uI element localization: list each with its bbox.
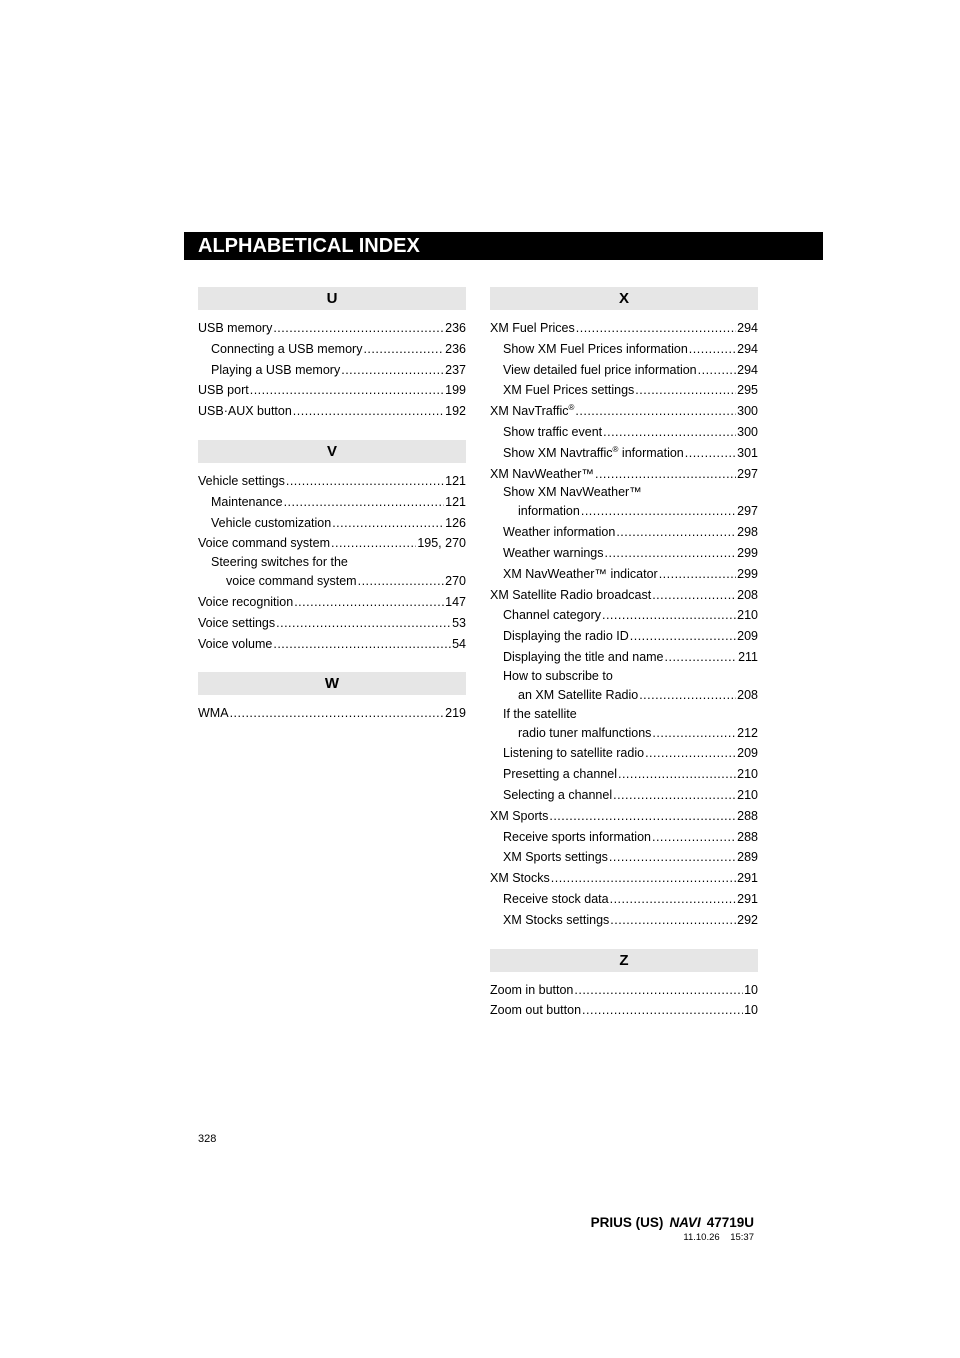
entry-page: 294: [737, 362, 758, 377]
entry-page: 208: [737, 587, 758, 602]
dot-leader: [284, 492, 445, 513]
entry-page: 294: [737, 341, 758, 356]
entry-text: [198, 634, 272, 655]
entry-text-main: XM NavTraffic: [490, 404, 569, 419]
entry-text-main: Vehicle settings: [198, 473, 285, 488]
entry-text: [503, 785, 612, 806]
entry-text-main: View detailed fuel price information: [503, 362, 697, 377]
index-entry: [490, 910, 758, 931]
entry-text-main: XM Fuel Prices settings: [503, 383, 635, 398]
section-letter: X: [490, 287, 758, 310]
entry-text-main: Voice settings: [198, 615, 276, 630]
entry-text: [503, 605, 601, 626]
entry-text: [490, 401, 574, 422]
entry-text: [198, 318, 272, 339]
entry-list: [198, 463, 466, 654]
entry-page: 288: [737, 808, 758, 823]
index-entry: [198, 592, 466, 613]
index-entry: [490, 564, 758, 585]
entry-text: voice command system: [226, 574, 357, 589]
footer-stamp: [591, 1232, 754, 1243]
entry-text: [198, 613, 275, 634]
entry-text-main: Connecting a USB memory: [211, 341, 363, 356]
entry-text: [211, 492, 283, 513]
dot-leader: [358, 571, 445, 592]
entry-text-main: Vehicle customization: [211, 515, 332, 530]
index-entry: [490, 889, 758, 910]
entry-list: [198, 695, 466, 724]
entry-page: 237: [445, 362, 466, 377]
dot-leader: [230, 703, 445, 724]
dot-leader: [685, 443, 736, 464]
entry-text: [490, 585, 651, 606]
entry-page: 208: [737, 687, 758, 702]
entry-text-main: XM Fuel Prices: [490, 321, 575, 335]
index-entry: [198, 380, 466, 401]
dot-leader: [574, 980, 743, 1001]
dot-leader: [630, 626, 736, 647]
dot-leader: [250, 380, 444, 401]
entry-page: 291: [737, 891, 758, 906]
index-entry: [490, 647, 758, 668]
entry-page: 209: [737, 746, 758, 761]
dot-leader: [605, 543, 737, 564]
entry-page: 54: [452, 636, 466, 651]
entry-page: 294: [737, 321, 758, 335]
entry-text: [198, 380, 249, 401]
dot-leader: [549, 806, 736, 827]
entry-page: 297: [737, 466, 758, 481]
index-entry: [198, 634, 466, 655]
dot-leader: [332, 513, 444, 534]
entry-text-after: information: [618, 445, 684, 460]
entry-page: 211: [738, 649, 758, 664]
entry-page: 121: [445, 494, 466, 509]
entry-page: 299: [737, 566, 758, 581]
index-entry: [198, 533, 466, 554]
dot-leader: [603, 422, 736, 443]
entry-page: 210: [737, 767, 758, 782]
entry-text-main: Receive sports information: [503, 829, 651, 844]
index-entry: [198, 613, 466, 634]
doc-code: 47719U: [706, 1215, 754, 1230]
dot-leader: [645, 743, 736, 764]
entry-text-main: Weather warnings: [503, 545, 604, 560]
entry-page: 121: [445, 473, 466, 488]
dot-leader: [665, 647, 738, 668]
entry-text-main: Channel category: [503, 608, 601, 623]
index-entry: [198, 401, 466, 422]
dot-leader: [273, 318, 444, 339]
index-entry: [198, 492, 466, 513]
index-entry: [490, 806, 758, 827]
entry-line-first: If the satellite: [503, 706, 577, 721]
index-entry: [198, 571, 466, 592]
entry-text-main: Show XM Navtraffic: [503, 445, 613, 460]
entry-page: 212: [737, 725, 758, 740]
index-section: [490, 287, 758, 931]
index-section: [198, 672, 466, 724]
section-letter: V: [198, 440, 466, 463]
entry-page: 300: [737, 424, 758, 439]
dot-leader: [652, 723, 736, 744]
index-section: [198, 287, 466, 422]
entry-text: [198, 592, 293, 613]
entry-page: 147: [445, 594, 466, 609]
entry-text-main: Receive stock data: [503, 891, 609, 906]
entry-text: [490, 318, 575, 339]
entry-text-main: Zoom out button: [490, 1003, 582, 1018]
entry-text-main: XM Stocks: [490, 871, 550, 886]
index-entry: [490, 626, 758, 647]
entry-text-main: Weather information: [503, 525, 616, 540]
index-entry: [490, 443, 758, 464]
entry-line-first: Show XM NavWeather™: [503, 485, 642, 500]
entry-line-first: Steering switches for the: [211, 555, 348, 570]
footer-time: 15:37: [730, 1232, 754, 1243]
dot-leader: [652, 585, 736, 606]
entry-text: [503, 360, 697, 381]
dot-leader: [595, 464, 736, 485]
index-entry: [198, 318, 466, 339]
index-title-bar: [184, 232, 823, 260]
dot-leader: [276, 613, 451, 634]
entry-text: [503, 543, 604, 564]
entry-text: [198, 471, 285, 492]
entry-text-main: Displaying the title and name: [503, 649, 664, 664]
section-letter: U: [198, 287, 466, 310]
page-number: 328: [198, 1133, 217, 1145]
entry-page: 53: [452, 615, 466, 630]
index-entry: [490, 318, 758, 339]
entry-text: [503, 443, 684, 464]
entry-text-main: Selecting a channel: [503, 787, 613, 802]
index-entry: [490, 464, 758, 485]
entry-page: 10: [744, 1003, 758, 1018]
entry-text-main: Show XM Fuel Prices information: [503, 341, 688, 356]
entry-page: 210: [737, 787, 758, 802]
entry-text: [503, 564, 658, 585]
dot-leader: [689, 339, 736, 360]
index-entry: [490, 685, 758, 706]
dot-leader: [363, 339, 444, 360]
dot-leader: [639, 685, 736, 706]
entry-page: 270: [445, 574, 466, 589]
right-column: [490, 287, 758, 1021]
entry-text-main: XM Sports: [490, 808, 549, 823]
section-letter: Z: [490, 949, 758, 972]
navi-label: NAVI: [669, 1215, 701, 1230]
entry-page: 291: [737, 871, 758, 886]
index-title: ALPHABETICAL INDEX: [198, 235, 420, 257]
index-entry: [490, 847, 758, 868]
index-entry: [490, 585, 758, 606]
index-entry: [490, 522, 758, 543]
dot-leader: [551, 868, 736, 889]
entry-text: [503, 764, 617, 785]
dot-leader: [294, 592, 444, 613]
entry-text: [211, 339, 362, 360]
entry-text: [503, 743, 644, 764]
dot-leader: [652, 827, 736, 848]
entry-text: an XM Satellite Radio: [518, 687, 639, 702]
registered-mark: ®: [612, 444, 619, 454]
entry-text: [503, 827, 651, 848]
entry-text-main: WMA: [198, 706, 229, 721]
index-entry: [198, 513, 466, 534]
entry-list: [490, 972, 758, 1022]
entry-text: [503, 647, 664, 668]
index-entry: [490, 401, 758, 422]
entry-page: 219: [445, 706, 466, 721]
entry-text-main: USB port: [198, 383, 249, 398]
registered-mark: ®: [568, 403, 575, 413]
dot-leader: [341, 360, 444, 381]
entry-list: [198, 310, 466, 422]
index-entry: [490, 339, 758, 360]
dot-leader: [273, 634, 451, 655]
index-entry: [490, 785, 758, 806]
dot-leader: [581, 501, 736, 522]
model-name: PRIUS (US): [590, 1215, 664, 1230]
index-entry: [490, 543, 758, 564]
entry-text: [198, 703, 229, 724]
dot-leader: [293, 401, 444, 422]
dot-leader: [576, 318, 736, 339]
entry-page: 299: [737, 545, 758, 560]
entry-page: 199: [445, 383, 466, 398]
dot-leader: [602, 605, 736, 626]
entry-text-main: Voice command system: [198, 536, 330, 551]
dot-leader: [610, 889, 737, 910]
entry-text-main: Show traffic event: [503, 424, 603, 439]
entry-page: 209: [737, 629, 758, 644]
entry-text: [490, 980, 573, 1001]
entry-page: 300: [737, 404, 758, 419]
entry-text: [503, 910, 609, 931]
dot-leader: [618, 764, 736, 785]
entry-text: [490, 868, 550, 889]
entry-page: 289: [737, 850, 758, 865]
entry-text: [490, 1000, 581, 1021]
entry-text-main: XM NavWeather™ indicator: [503, 566, 658, 581]
entry-text: [211, 360, 340, 381]
entry-page: 288: [737, 829, 758, 844]
footer-model: [591, 1215, 754, 1230]
entry-text: radio tuner malfunctions: [518, 725, 652, 740]
entry-line-first: How to subscribe to: [503, 668, 613, 683]
index-entry: [490, 723, 758, 744]
entry-text: [503, 522, 615, 543]
entry-page: 301: [737, 445, 758, 460]
entry-text: information: [518, 504, 580, 519]
entry-page: 236: [445, 341, 466, 356]
entry-text: [503, 422, 602, 443]
entry-page: 297: [737, 504, 758, 519]
dot-leader: [659, 564, 736, 585]
entry-page: 126: [445, 515, 466, 530]
index-entry: [490, 827, 758, 848]
entry-page: 195, 270: [417, 536, 466, 551]
entry-text-main: XM NavWeather™: [490, 466, 594, 481]
entry-text: [503, 380, 634, 401]
entry-text: [503, 847, 608, 868]
dot-leader: [331, 533, 416, 554]
dot-leader: [610, 910, 736, 931]
index-section: [198, 440, 466, 654]
index-entry: [490, 380, 758, 401]
entry-page: 10: [744, 982, 758, 997]
entry-text: [490, 464, 594, 485]
section-letter: W: [198, 672, 466, 695]
entry-text-main: Maintenance: [211, 494, 283, 509]
index-entry: [490, 743, 758, 764]
entry-text-main: Voice recognition: [198, 594, 294, 609]
entry-text-main: Listening to satellite radio: [503, 746, 645, 761]
index-entry: [198, 339, 466, 360]
index-entry: [490, 360, 758, 381]
entry-text-main: USB memory: [198, 321, 273, 335]
index-entry: [490, 868, 758, 889]
dot-leader: [613, 785, 736, 806]
index-entry: [490, 605, 758, 626]
dot-leader: [575, 401, 736, 422]
entry-text-main: Zoom in button: [490, 982, 574, 997]
index-entry: [490, 1000, 758, 1021]
footer-date: 11.10.26: [683, 1232, 720, 1243]
entry-page: 236: [445, 321, 466, 335]
index-section: [490, 949, 758, 1022]
dot-leader: [698, 360, 737, 381]
entry-page: 298: [737, 525, 758, 540]
left-column: [198, 287, 466, 724]
entry-page: 210: [737, 608, 758, 623]
dot-leader: [635, 380, 736, 401]
dot-leader: [286, 471, 444, 492]
entry-page: 292: [737, 912, 758, 927]
entry-text-main: Presetting a channel: [503, 767, 617, 782]
entry-text: [198, 401, 292, 422]
index-entry: [198, 703, 466, 724]
index-entry: [490, 422, 758, 443]
index-entry: [198, 360, 466, 381]
entry-text: [503, 339, 688, 360]
entry-text-main: USB·AUX button: [198, 404, 292, 419]
entry-text: [198, 533, 330, 554]
entry-text-main: XM Sports settings: [503, 850, 608, 865]
entry-text-main: Displaying the radio ID: [503, 629, 629, 644]
entry-page: 295: [737, 383, 758, 398]
entry-text: [490, 806, 548, 827]
dot-leader: [609, 847, 736, 868]
entry-text: [211, 513, 331, 534]
footer: [591, 1215, 754, 1243]
dot-leader: [582, 1000, 743, 1021]
entry-page: 192: [445, 404, 466, 419]
index-entry: [490, 980, 758, 1001]
entry-text-main: XM Satellite Radio broadcast: [490, 587, 652, 602]
entry-text-main: XM Stocks settings: [503, 912, 610, 927]
entry-text: [503, 889, 609, 910]
entry-list: [490, 310, 758, 931]
dot-leader: [616, 522, 736, 543]
index-entry: [490, 764, 758, 785]
index-entry: [198, 471, 466, 492]
entry-text-main: Playing a USB memory: [211, 362, 341, 377]
entry-text: [503, 626, 629, 647]
entry-text-main: Voice volume: [198, 636, 273, 651]
index-entry: [490, 501, 758, 522]
